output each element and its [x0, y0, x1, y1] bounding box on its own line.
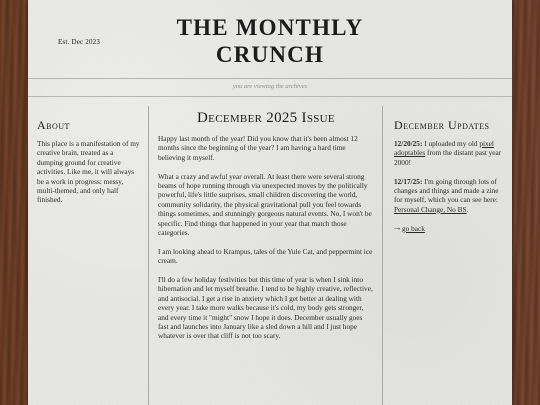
- update-entry: [394, 177, 504, 215]
- site-title: [28, 14, 512, 68]
- go-back-label: go back: [401, 223, 425, 233]
- subheader-rule: [28, 96, 512, 97]
- issue-heading: December 2025 Issue: [197, 110, 335, 126]
- update-entry: [394, 139, 504, 167]
- personal-change-link[interactable]: Personal Change, No BS: [394, 204, 467, 214]
- update-date: 12/20/25:: [394, 139, 423, 148]
- issue-paragraph: What a crazy and awful year overall. At least there were several strong beams of hope running through via unexpected moves by the politically powerful, life's little surprises, small children discovering the world, community solidarity, the physical gravitational pull you feel towards things sometimes, and stunningly gorgeous natural events. No, I won't be specific. Find things that happened in your year that match those categories.: [158, 171, 372, 238]
- site-title-line-1: THE MONTHLY: [176, 15, 364, 40]
- column-divider-left: [148, 106, 149, 405]
- masthead: [28, 0, 512, 78]
- established-date: Est. Dec 2023: [58, 38, 101, 46]
- pixel-adoptables-link[interactable]: pixel adoptables: [394, 139, 494, 158]
- about-text: This place is a manifestation of my creative brain, treated as a dumping ground for creative activities. Like me, it will always be a work in progress: messy, multi-themed, and only half finished.: [37, 139, 140, 205]
- arrow-right-icon: ⇢: [394, 223, 401, 233]
- update-text: from the distant past year 2000!: [394, 148, 502, 167]
- header-rule: [28, 78, 512, 79]
- updates-heading: December Updates: [394, 118, 490, 132]
- column-divider-right: [382, 106, 383, 405]
- update-date: 12/17/25:: [394, 176, 423, 186]
- issue-paragraph: I am looking ahead to Krampus, tales of the Yule Cat, and peppermint ice cream.: [158, 246, 373, 266]
- update-text: I uploaded my old: [422, 139, 480, 148]
- go-back-link[interactable]: [394, 224, 504, 233]
- updates-column: [394, 118, 504, 233]
- about-heading: About: [37, 118, 70, 132]
- issue-column: [158, 110, 374, 350]
- archive-notice: you are viewing the archives: [232, 83, 308, 90]
- site-title-line-2: CRUNCH: [215, 42, 325, 67]
- issue-paragraph: I'll do a few holiday festivities but this time of year is when I sink into hibernation and let myself breathe. I tend to be highly creative, reflective, and antisocial. I get a rise in anxiety which I get better at dealing with every year. I take more walks because it's cold, my body gets stronger, and every time it "might" snow I hope it does. December usually goes fast and launches into January like a sled down a hill and I just hope whatever is over that cliff is not too scary.: [158, 275, 373, 341]
- paper-page: [28, 0, 512, 405]
- update-text: .: [466, 204, 469, 214]
- issue-paragraph: Happy last month of the year! Did you know that it's been almost 12 months since the beginning of the year? I am having a hard time believing it myself.: [158, 134, 358, 162]
- about-column: [37, 118, 141, 205]
- update-text: I'm going through lots of changes and things and made a zine for myself, which you can see here:: [394, 176, 499, 205]
